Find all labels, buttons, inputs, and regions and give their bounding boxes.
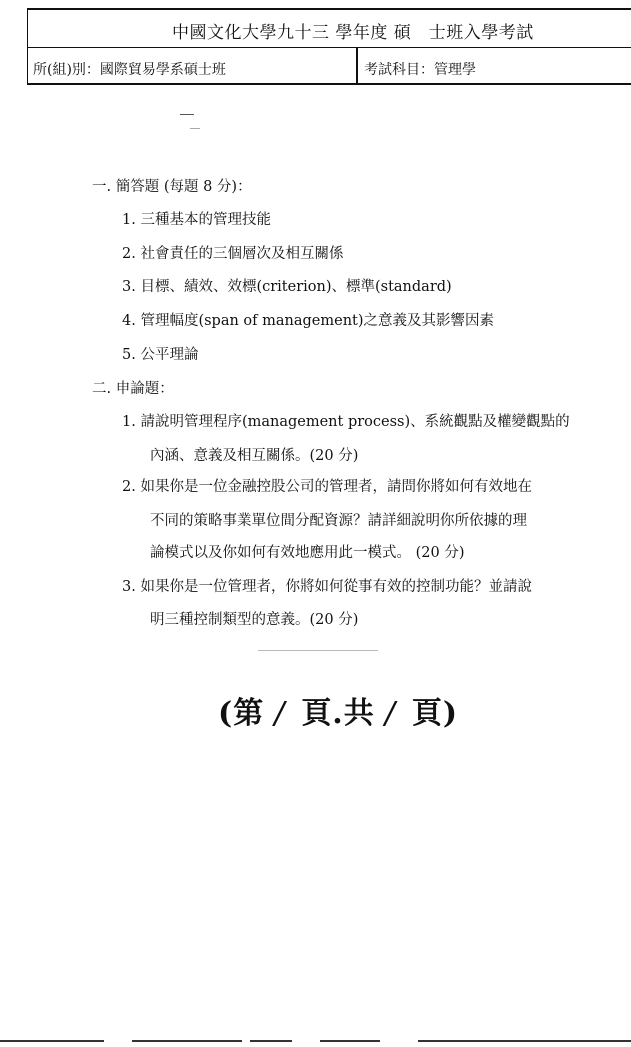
question-2-3-line-1: 3. 如果你是一位管理者，你將如何從事有效的控制功能？並請說 bbox=[122, 579, 532, 595]
question-1-5: 5. 公平理論 bbox=[122, 347, 199, 363]
exam-title: 中國文化大學九十三 學年度 碩 士班入學考試 bbox=[172, 23, 534, 43]
bottom-rule bbox=[418, 1040, 631, 1042]
section2-heading: 二. 申論題： bbox=[92, 381, 174, 397]
footer-middle: 頁.共 bbox=[301, 696, 375, 731]
footer-close: 頁) bbox=[411, 696, 459, 731]
question-1-4: 4. 管理幅度(span of management)之意義及其影響因素 bbox=[122, 313, 495, 329]
section1-heading: 一. 簡答題 (每題 8 分)： bbox=[92, 179, 252, 195]
page-number-footer bbox=[218, 688, 458, 732]
footer-page-number: / bbox=[274, 696, 286, 731]
header-divider bbox=[356, 48, 358, 85]
question-1-1: 1. 三種基本的管理技能 bbox=[122, 212, 271, 228]
question-2-1-line-1: 1. 請說明管理程序(management process)、系統觀點及權變觀點的 bbox=[122, 414, 570, 430]
question-2-2-line-1: 2. 如果你是一位金融控股公司的管理者，請問你將如何有效地在 bbox=[122, 479, 532, 495]
footer-total-pages: / bbox=[384, 696, 396, 731]
question-2-1-line-2: 內涵、意義及相互關係。(20 分) bbox=[150, 448, 359, 464]
department-field: 所(組)別：國際貿易學系碩士班 bbox=[33, 62, 226, 78]
scan-speck bbox=[258, 650, 378, 651]
exam-header-table bbox=[27, 8, 631, 85]
question-2-2-line-3: 論模式以及你如何有效地應用此一模式。 (20 分) bbox=[150, 545, 465, 561]
bottom-rule bbox=[320, 1040, 380, 1042]
question-2-2-line-2: 不同的策略事業單位間分配資源？請詳細說明你所依據的理 bbox=[150, 513, 527, 529]
question-2-3-line-2: 明三種控制類型的意義。(20 分) bbox=[150, 612, 359, 628]
scan-speck bbox=[180, 114, 194, 115]
subject-field: 考試科目：管理學 bbox=[364, 62, 476, 78]
bottom-rule bbox=[132, 1040, 242, 1042]
question-1-3: 3. 目標、績效、效標(criterion)、標準(standard) bbox=[122, 279, 452, 295]
header-info-row bbox=[28, 48, 631, 85]
question-1-2: 2. 社會責任的三個層次及相互關係 bbox=[122, 246, 344, 262]
bottom-rule bbox=[0, 1040, 104, 1042]
bottom-rule bbox=[250, 1040, 292, 1042]
footer-open: (第 bbox=[218, 696, 265, 731]
header-title-row bbox=[28, 10, 631, 48]
scan-speck bbox=[190, 128, 200, 129]
